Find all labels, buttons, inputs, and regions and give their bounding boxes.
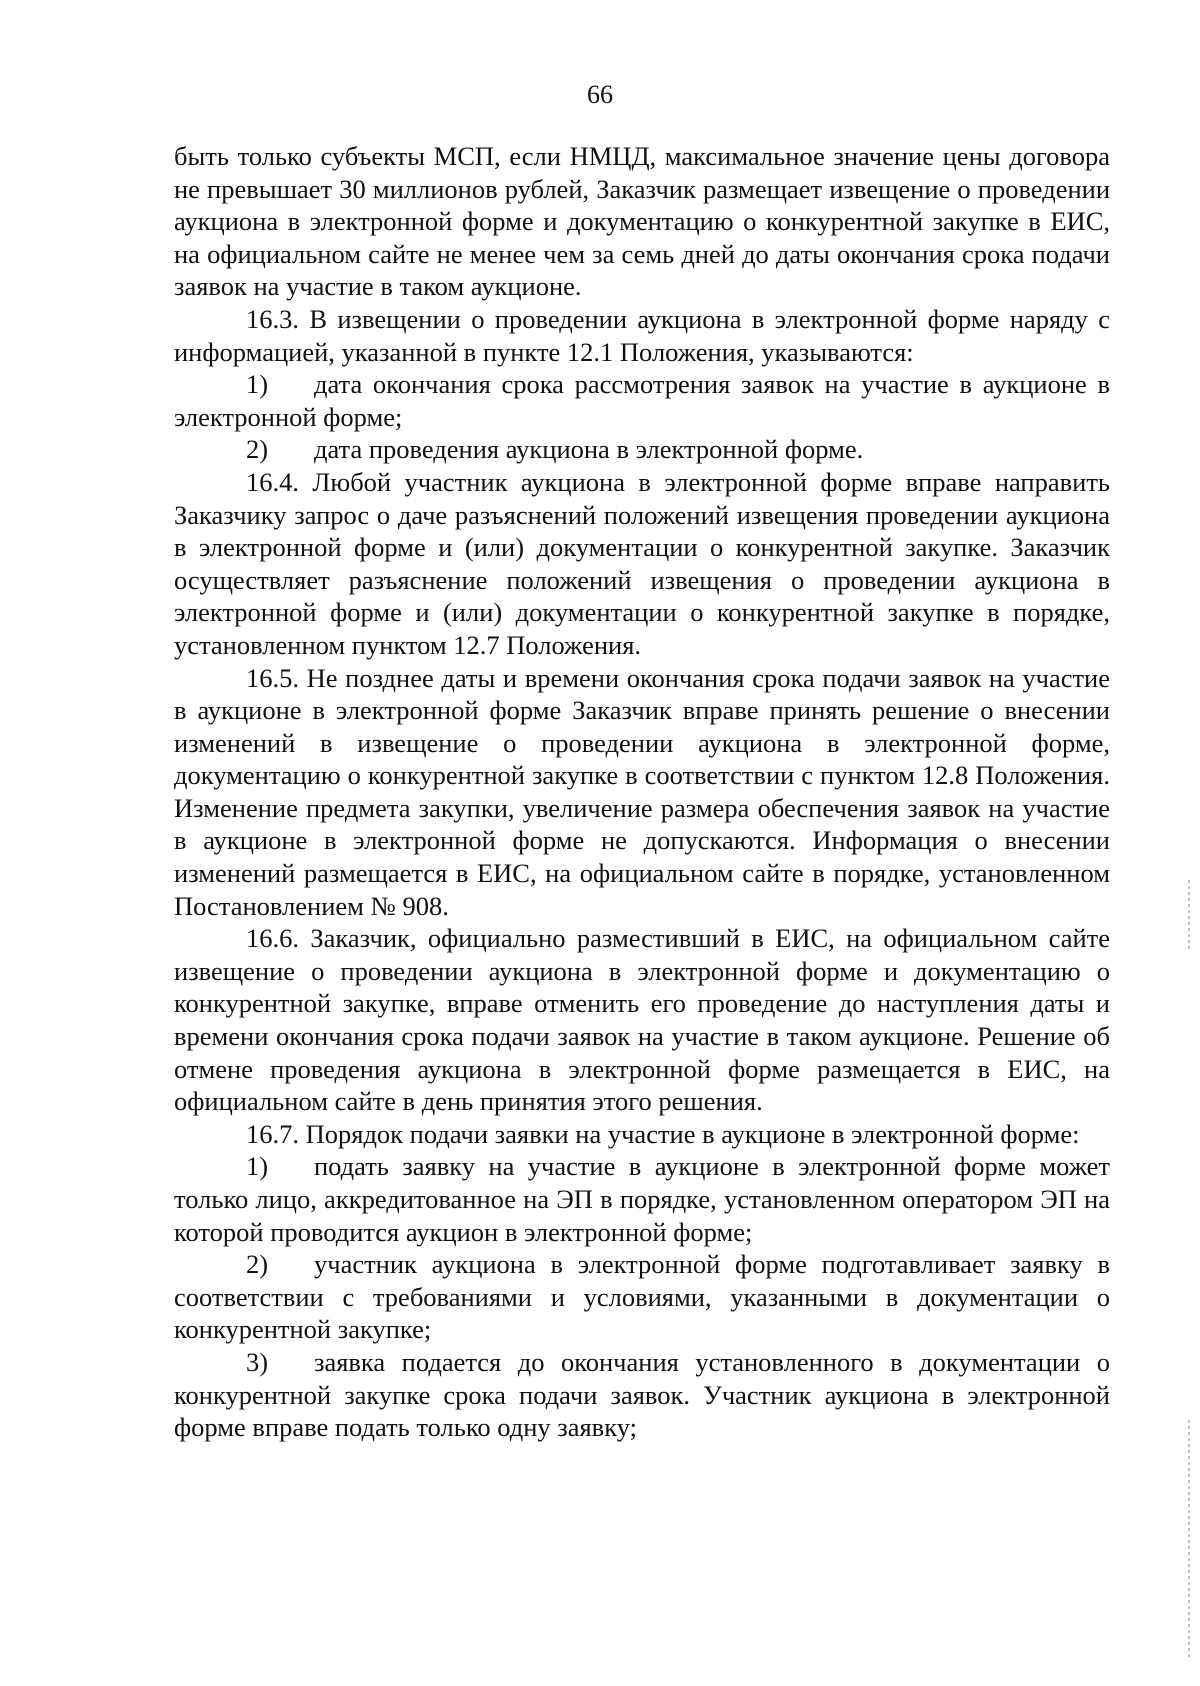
list-number: 1) xyxy=(246,1151,269,1182)
list-item-text: дата проведения аукциона в электронной форме. xyxy=(314,434,864,465)
document-body xyxy=(174,140,1110,1444)
scan-margin-mark xyxy=(1188,880,1190,950)
list-item-16-3-2 xyxy=(174,433,1110,466)
list-item-text: заявка подается до окончания установленного в документации о конкурентной закупке срока подачи заявок. Участник аукциона в электронной форме вправе подать только одну заявку; xyxy=(174,1346,1110,1443)
list-item-16-3-1 xyxy=(174,368,1110,433)
list-item-16-7-3 xyxy=(174,1346,1110,1444)
paragraph-continuation: быть только субъекты МСП, если НМЦД, максимальное значение цены договора не превышает 30 миллионов рублей, Заказчик размещает извещение о проведении аукциона в электронной форме и документацию о конкурентной закупке в ЕИС, на официальном сайте не менее чем за семь дней до даты окончания срока подачи заявок на участие в таком аукционе. xyxy=(174,141,1110,302)
paragraph-16-6: 16.6. Заказчик, официально разместивший в ЕИС, на официальном сайте извещение о проведении аукциона в электронной форме и документацию о конкурентной закупке, вправе отменить его проведение до наступления даты и времени окончания срока подачи заявок на участие в таком аукционе. Решение об отмене проведения аукциона в электронной форме размещается в ЕИС, на официальном сайте в день принятия этого решения. xyxy=(174,923,1110,1117)
list-number: 2) xyxy=(246,1249,269,1280)
list-number: 3) xyxy=(246,1346,269,1377)
list-item-text: участник аукциона в электронной форме подготавливает заявку в соответствии с требованиями и условиями, указанными в документации о конкурентной закупке; xyxy=(174,1249,1110,1345)
scan-margin-mark xyxy=(1188,1420,1190,1660)
paragraph-16-7: 16.7. Порядок подачи заявки на участие в аукционе в электронной форме: xyxy=(246,1118,1080,1149)
paragraph-16-3: 16.3. В извещении о проведении аукциона в электронной форме наряду с информацией, указанной в пункте 12.1 Положения, указываются: xyxy=(174,303,1110,367)
paragraph-16-4: 16.4. Любой участник аукциона в электронной форме вправе направить Заказчику запрос о даче разъяснений положений извещения проведении аукциона в электронной форме и (или) документации о конкурентной закупке. Заказчик осуществляет разъяснение положений извещения о проведении аукциона в электронной форме и (или) документации о конкурентной закупке в порядке, установленном пунктом 12.7 Положения. xyxy=(174,466,1110,660)
list-item-16-7-1 xyxy=(174,1150,1110,1248)
list-number: 1) xyxy=(246,369,269,400)
list-item-16-7-2 xyxy=(174,1248,1110,1346)
page-number: 66 xyxy=(587,80,613,109)
list-item-text: дата окончания срока рассмотрения заявок на участие в аукционе в электронной форме; xyxy=(174,369,1110,432)
list-item-text: подать заявку на участие в аукционе в электронной форме может только лицо, аккредитованное на ЭП в порядке, установленном оператором ЭП на которой проводится аукцион в электронной форме; xyxy=(174,1151,1110,1247)
list-number: 2) xyxy=(246,434,269,465)
paragraph-16-5: 16.5. Не позднее даты и времени окончания срока подачи заявок на участие в аукционе в электронной форме Заказчик вправе принять решение о внесении изменений в извещение о проведении аукциона в электронной форме, документацию о конкурентной закупке в соответствии с пунктом 12.8 Положения. Изменение предмета закупки, увеличение размера обеспечения заявок на участие в аукционе в электронной форме не допускаются. Информация о внесении изменений размещается в ЕИС, на официальном сайте в порядке, установленном Постановлением № 908. xyxy=(174,662,1110,921)
